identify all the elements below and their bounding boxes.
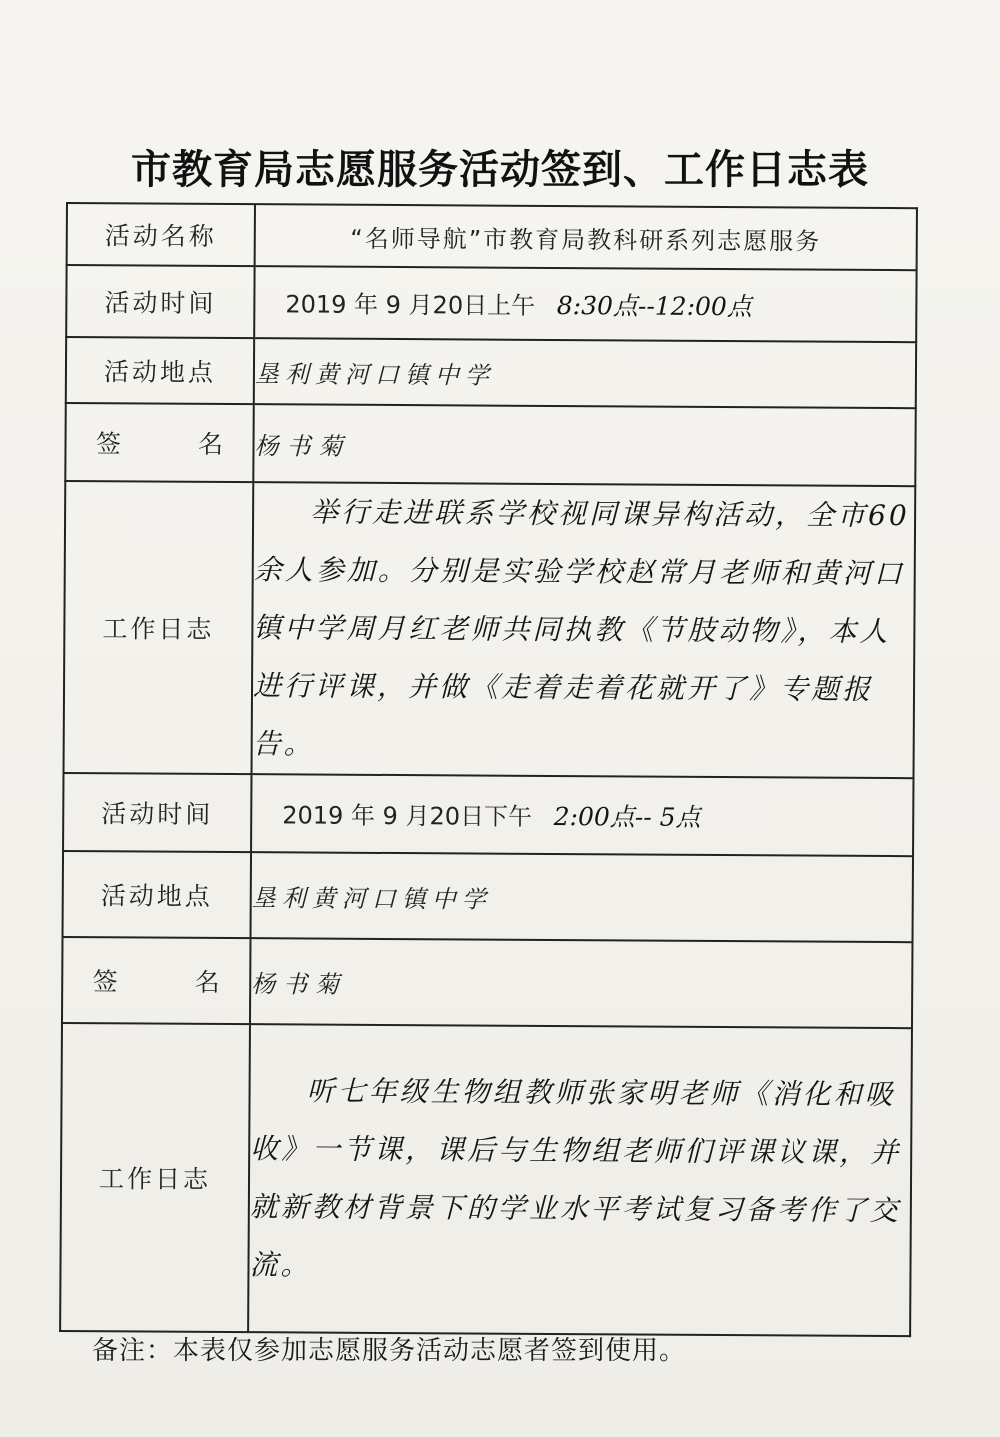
row-morning-diary [64,481,916,778]
morning-place-label: 活动地点 [66,337,254,404]
morning-time-printed: 2019 年 9 月20日上午 [285,290,536,320]
row-morning-time [66,265,916,342]
row-afternoon-time [63,773,913,856]
afternoon-time-value [251,774,913,856]
morning-sign-label: 签 名 [65,403,253,482]
activity-name-label: 活动名称 [67,203,255,266]
afternoon-time-label: 活动时间 [63,773,251,852]
document-title: 市教育局志愿服务活动签到、工作日志表 [131,146,869,193]
morning-place-value: 垦利黄河口镇中学 [254,338,916,408]
activity-name-value: “名师导航”市教育局教科研系列志愿服务 [255,204,917,270]
afternoon-signature: 杨书菊 [250,938,913,1028]
afternoon-place-label: 活动地点 [63,851,252,938]
morning-diary-label: 工作日志 [64,481,254,774]
afternoon-sign-label: 签 名 [62,937,251,1024]
row-activity-name [67,203,917,270]
morning-diary-content: 举行走进联系学校视同课异构活动，全市60余人参加。分别是实验学校赵常月老师和黄河口镇中学周月红老师共同执教《节肢动物》，本人进行评课，并做《走着走着花就开了》专题报告。 [252,495,910,761]
afternoon-place-value: 垦利黄河口镇中学 [251,852,914,942]
afternoon-diary-content: 听七年级生物组教师张家明老师《消化和吸收》一节课，课后与生物组老师们评课议课，并就新教材背景下的学业水平考试复习备考作了交流。 [249,1074,902,1282]
morning-signature: 杨书菊 [253,404,915,486]
afternoon-time-handwritten: 2:00点-- 5点 [553,801,701,832]
morning-diary-text [252,482,916,778]
row-afternoon-signature [62,937,913,1028]
row-afternoon-place [63,851,914,942]
afternoon-time-printed: 2019 年 9 月20日下午 [282,801,533,831]
morning-time-value [254,266,916,342]
afternoon-diary-label: 工作日志 [60,1023,250,1332]
row-morning-place [66,337,916,408]
morning-time-label: 活动时间 [66,265,254,338]
row-afternoon-diary [60,1023,912,1336]
afternoon-diary-text [248,1024,912,1336]
row-morning-signature [65,403,915,486]
sign-in-log-table [59,202,918,1337]
morning-time-handwritten: 8:30点--12:00点 [556,291,752,322]
footnote: 备注：本表仅参加志愿服务活动志愿者签到使用。 [92,1336,687,1366]
